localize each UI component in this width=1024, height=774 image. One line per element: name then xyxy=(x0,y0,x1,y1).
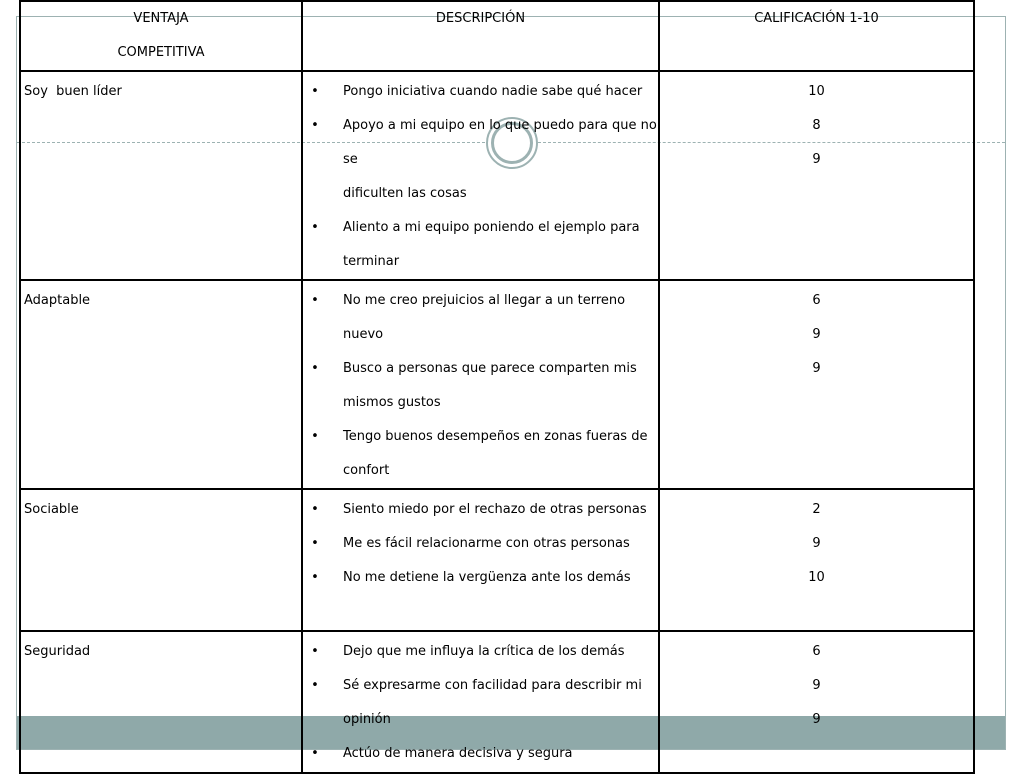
description-line xyxy=(303,493,658,527)
bullet-icon: • xyxy=(311,746,319,761)
description-line xyxy=(303,454,658,488)
table-row xyxy=(20,631,974,773)
score-value: 6 xyxy=(812,644,821,659)
bullet-icon: • xyxy=(311,84,319,99)
description-text: Actúo de manera decisiva y segura xyxy=(343,746,573,761)
description-line xyxy=(303,109,658,177)
bullet-icon: • xyxy=(311,502,319,517)
description-text: terminar xyxy=(343,254,400,269)
header-descripcion xyxy=(302,1,659,71)
advantage-name: Sociable xyxy=(24,502,79,517)
header-descripcion-label: DESCRIPCIÓN xyxy=(435,11,526,26)
description-text: mismos gustos xyxy=(343,395,441,410)
score-list xyxy=(660,490,973,595)
description-line xyxy=(303,211,658,245)
description-line xyxy=(303,737,658,771)
score-list xyxy=(660,72,973,177)
score-value: 10 xyxy=(808,84,825,99)
bullet-icon: • xyxy=(311,118,319,133)
bullet-icon: • xyxy=(311,536,319,551)
score-cell xyxy=(659,71,974,280)
description-line xyxy=(303,669,658,703)
header-ventaja-line1: VENTAJA xyxy=(133,11,189,26)
description-list xyxy=(303,281,658,488)
header-calificacion xyxy=(659,1,974,71)
description-line xyxy=(303,703,658,737)
description-line xyxy=(303,386,658,420)
bullet-icon: • xyxy=(311,644,319,659)
score-cell xyxy=(659,280,974,489)
advantage-name: Soy buen líder xyxy=(24,84,122,99)
description-text: opinión xyxy=(343,712,391,727)
description-line xyxy=(303,527,658,561)
header-calificacion-label: CALIFICACIÓN 1-10 xyxy=(754,11,879,26)
description-text: No me detiene la vergüenza ante los demás xyxy=(343,570,631,585)
advantage-cell xyxy=(20,280,302,489)
description-cell xyxy=(302,71,659,280)
score-value: 9 xyxy=(812,152,821,167)
description-line xyxy=(303,75,658,109)
competitive-advantage-table xyxy=(19,0,975,774)
bullet-icon: • xyxy=(311,293,319,308)
score-cell xyxy=(659,489,974,631)
description-line xyxy=(303,284,658,352)
description-text: Aliento a mi equipo poniendo el ejemplo para xyxy=(343,220,640,235)
table-row xyxy=(20,489,974,631)
description-list xyxy=(303,72,658,279)
header-ventaja xyxy=(20,1,302,71)
table-row xyxy=(20,280,974,489)
score-value: 6 xyxy=(812,293,821,308)
description-list xyxy=(303,490,658,595)
description-text: confort xyxy=(343,463,390,478)
description-text: Busco a personas que parece comparten mis xyxy=(343,361,637,376)
description-cell xyxy=(302,631,659,773)
description-line xyxy=(303,635,658,669)
bullet-icon: • xyxy=(311,220,319,235)
score-value: 9 xyxy=(812,327,821,342)
description-line xyxy=(303,177,658,211)
bullet-icon: • xyxy=(311,678,319,693)
description-text: dificulten las cosas xyxy=(343,186,467,201)
description-text: Apoyo a mi equipo en lo que puedo para que no se xyxy=(343,118,657,167)
description-text: Me es fácil relacionarme con otras personas xyxy=(343,536,630,551)
description-cell xyxy=(302,280,659,489)
bullet-icon: • xyxy=(311,361,319,376)
score-value: 9 xyxy=(812,678,821,693)
description-line xyxy=(303,561,658,595)
table-row xyxy=(20,71,974,280)
description-line xyxy=(303,420,658,454)
table-body xyxy=(20,71,974,773)
advantage-cell xyxy=(20,489,302,631)
score-list xyxy=(660,632,973,737)
description-list xyxy=(303,632,658,771)
score-value: 8 xyxy=(812,118,821,133)
description-line xyxy=(303,352,658,386)
description-line xyxy=(303,245,658,279)
description-text: No me creo prejuicios al llegar a un terreno nuevo xyxy=(343,293,626,342)
advantage-cell xyxy=(20,71,302,280)
score-value: 9 xyxy=(812,536,821,551)
score-value: 9 xyxy=(812,712,821,727)
score-value: 9 xyxy=(812,361,821,376)
advantage-name: Adaptable xyxy=(24,293,91,308)
description-text: Pongo iniciativa cuando nadie sabe qué hacer xyxy=(343,84,643,99)
advantage-cell xyxy=(20,631,302,773)
bullet-icon: • xyxy=(311,429,319,444)
bullet-icon: • xyxy=(311,570,319,585)
header-ventaja-line2: COMPETITIVA xyxy=(117,45,205,60)
score-value: 10 xyxy=(808,570,825,585)
score-value: 2 xyxy=(812,502,821,517)
description-text: Siento miedo por el rechazo de otras personas xyxy=(343,502,647,517)
description-text: Tengo buenos desempeños en zonas fueras de xyxy=(343,429,648,444)
description-cell xyxy=(302,489,659,631)
table-header-row xyxy=(20,1,974,71)
advantage-name: Seguridad xyxy=(24,644,91,659)
description-text: Sé expresarme con facilidad para describir mi xyxy=(343,678,642,693)
description-text: Dejo que me influya la crítica de los demás xyxy=(343,644,625,659)
score-cell xyxy=(659,631,974,773)
score-list xyxy=(660,281,973,386)
